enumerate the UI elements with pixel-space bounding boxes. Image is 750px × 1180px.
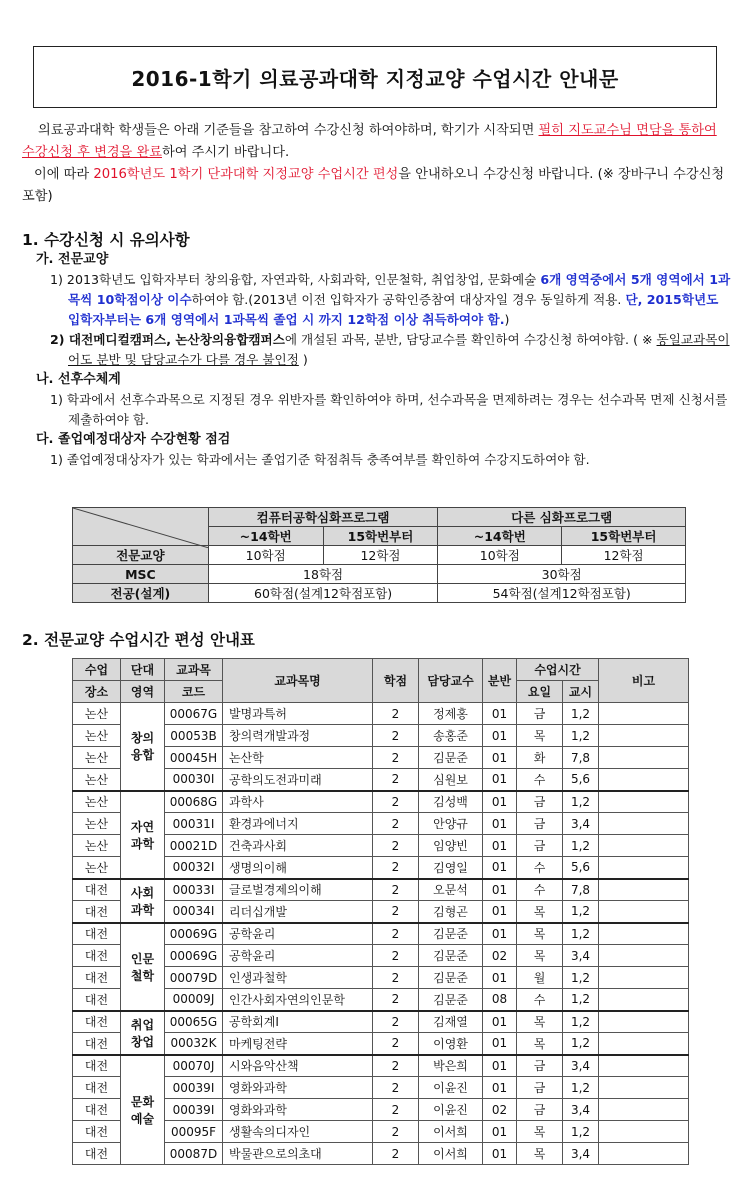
section-cell: 01 [483, 725, 517, 747]
place-cell: 논산 [73, 725, 121, 747]
professor-cell: 심원보 [419, 769, 483, 791]
professor-cell: 이서희 [419, 1143, 483, 1165]
header-place-2: 장소 [73, 681, 121, 703]
course-name-cell: 창의력개발과정 [223, 725, 373, 747]
credit-cell: 2 [373, 901, 419, 923]
professor-cell: 이서희 [419, 1121, 483, 1143]
day-cell: 목 [517, 901, 563, 923]
period-cell: 3,4 [563, 945, 599, 967]
note-cell [599, 879, 689, 901]
credit-cell: 2 [373, 769, 419, 791]
note-cell [599, 1121, 689, 1143]
area-cell [121, 1055, 165, 1165]
intro [22, 120, 728, 208]
area-cell [121, 879, 165, 923]
credit-cell: 2 [373, 857, 419, 879]
note-cell [599, 725, 689, 747]
code-cell: 00039I [165, 1077, 223, 1099]
table-row [73, 879, 689, 901]
professor-cell: 김형곤 [419, 901, 483, 923]
intro-text: 이에 따라 [34, 167, 94, 182]
day-cell: 수 [517, 989, 563, 1011]
intro-paragraph-1 [22, 120, 728, 164]
period-cell: 1,2 [563, 1011, 599, 1033]
place-cell: 대전 [73, 879, 121, 901]
note-cell [599, 967, 689, 989]
header-code-1: 교과목 [165, 659, 223, 681]
subsection-ga: 가. 전문교양 [36, 252, 109, 267]
table-row [73, 901, 689, 923]
period-cell: 5,6 [563, 769, 599, 791]
section-cell: 01 [483, 901, 517, 923]
course-name-cell: 공학윤리 [223, 923, 373, 945]
code-cell: 00033I [165, 879, 223, 901]
day-cell: 목 [517, 923, 563, 945]
section-cell: 01 [483, 967, 517, 989]
schedule-body [73, 703, 689, 1165]
course-name-cell: 시와음악산책 [223, 1055, 373, 1077]
note-cell [599, 791, 689, 813]
day-cell: 목 [517, 1143, 563, 1165]
note-cell [599, 813, 689, 835]
header-prof: 담당교수 [419, 659, 483, 703]
note-cell [599, 835, 689, 857]
section-cell: 01 [483, 1077, 517, 1099]
period-cell: 5,6 [563, 857, 599, 879]
period-cell: 1,2 [563, 1077, 599, 1099]
area-line-1: 문화 [130, 1094, 155, 1109]
place-cell: 논산 [73, 747, 121, 769]
professor-cell: 이영환 [419, 1033, 483, 1055]
place-cell: 논산 [73, 791, 121, 813]
professor-cell: 이윤진 [419, 1099, 483, 1121]
day-cell: 금 [517, 1077, 563, 1099]
code-cell: 00053B [165, 725, 223, 747]
header-area-1: 단대 [121, 659, 165, 681]
day-cell: 월 [517, 967, 563, 989]
credit-cell: 12학점 [562, 546, 686, 565]
period-cell: 3,4 [563, 1055, 599, 1077]
code-cell: 00087D [165, 1143, 223, 1165]
place-cell: 대전 [73, 1099, 121, 1121]
code-cell: 00021D [165, 835, 223, 857]
table-row [73, 813, 689, 835]
bold-text: 2) 대전메디컬캠퍼스, 논산창의융합캠퍼스 [50, 332, 285, 347]
course-name-cell: 글로벌경제의이해 [223, 879, 373, 901]
day-cell: 금 [517, 791, 563, 813]
text: 하여야 함.(2013년 이전 입학자가 공학인증참여 대상자일 경우 동일하게 적용. [191, 292, 626, 307]
subsection-da: 다. 졸업예정대상자 수강현황 점검 [36, 432, 231, 447]
area-line-2: 철학 [130, 968, 155, 983]
place-cell: 대전 [73, 1011, 121, 1033]
header-area-2: 영역 [121, 681, 165, 703]
area-line-2: 창업 [130, 1034, 155, 1049]
place-cell: 대전 [73, 1077, 121, 1099]
area-line-2: 과학 [130, 902, 155, 917]
place-cell: 대전 [73, 945, 121, 967]
da-item-1: 1) 졸업예정대상자가 있는 학과에서는 졸업기준 학점취득 충족여부를 확인하여 수강지도하여야 함. [50, 452, 590, 467]
day-cell: 목 [517, 945, 563, 967]
day-cell: 금 [517, 1055, 563, 1077]
course-name-cell: 영화와과학 [223, 1077, 373, 1099]
place-cell: 논산 [73, 857, 121, 879]
professor-cell: 박은희 [419, 1055, 483, 1077]
course-name-cell: 발명과특허 [223, 703, 373, 725]
section-cell: 01 [483, 1121, 517, 1143]
area-line-2: 과학 [130, 836, 155, 851]
period-cell: 1,2 [563, 923, 599, 945]
diagonal-header-cell [73, 508, 209, 546]
place-cell: 대전 [73, 1033, 121, 1055]
section-cell: 01 [483, 857, 517, 879]
row-label: 전문교양 [73, 546, 209, 565]
note-cell [599, 945, 689, 967]
title-box [33, 46, 717, 108]
header-period: 교시 [563, 681, 599, 703]
page-title: 2016-1학기 의료공과대학 지정교양 수업시간 안내문 [131, 66, 619, 91]
period-cell: 3,4 [563, 1099, 599, 1121]
credit-cell: 2 [373, 747, 419, 769]
course-name-cell: 마케팅전략 [223, 1033, 373, 1055]
code-cell: 00068G [165, 791, 223, 813]
note-cell [599, 923, 689, 945]
table-row [73, 857, 689, 879]
credit-table [72, 507, 686, 603]
day-cell: 수 [517, 769, 563, 791]
table-row [73, 791, 689, 813]
place-cell: 대전 [73, 1055, 121, 1077]
credit-cell: 2 [373, 791, 419, 813]
credit-cell: 12학점 [323, 546, 438, 565]
section-cell: 01 [483, 923, 517, 945]
highlight: 단, 2015학년도 입학자부터는 6개 영역에서 1과목씩 졸업 시 까지 12학점 이상 취득하여야 함. [68, 292, 719, 327]
table-row [73, 835, 689, 857]
code-cell: 00070J [165, 1055, 223, 1077]
table-row [73, 967, 689, 989]
course-name-cell: 건축과사회 [223, 835, 373, 857]
table-row [73, 1099, 689, 1121]
course-name-cell: 생활속의디자인 [223, 1121, 373, 1143]
table-row [73, 923, 689, 945]
code-cell: 00039I [165, 1099, 223, 1121]
professor-cell: 김재열 [419, 1011, 483, 1033]
sub-header: 15학번부터 [323, 527, 438, 546]
table-row [73, 725, 689, 747]
section-cell: 01 [483, 1143, 517, 1165]
course-name-cell: 과학사 [223, 791, 373, 813]
code-cell: 00079D [165, 967, 223, 989]
credit-cell: 10학점 [208, 546, 323, 565]
code-cell: 00032K [165, 1033, 223, 1055]
intro-text: 을 안내하오니 수강신청 바랍니다. (※ 장바구니 수강신청 포함) [22, 167, 725, 204]
code-cell: 00032I [165, 857, 223, 879]
day-cell: 금 [517, 703, 563, 725]
code-cell: 00067G [165, 703, 223, 725]
place-cell: 대전 [73, 923, 121, 945]
section-cell: 08 [483, 989, 517, 1011]
note-cell [599, 1011, 689, 1033]
period-cell: 1,2 [563, 725, 599, 747]
day-cell: 금 [517, 835, 563, 857]
na-item-1: 1) 학과에서 선후수과목으로 지정된 경우 위반자를 확인하여야 하며, 선수과목을 면제하려는 경우는 선수과목 면제 신청서를 제출하여야 함. [50, 392, 728, 427]
header-section: 분반 [483, 659, 517, 703]
course-name-cell: 논산학 [223, 747, 373, 769]
day-cell: 목 [517, 1033, 563, 1055]
period-cell: 7,8 [563, 879, 599, 901]
area-line-1: 사회 [130, 885, 155, 900]
area-line-1: 취업 [130, 1017, 155, 1032]
day-cell: 금 [517, 813, 563, 835]
course-name-cell: 영화와과학 [223, 1099, 373, 1121]
section-cell: 01 [483, 747, 517, 769]
table-row [73, 747, 689, 769]
credit-cell: 2 [373, 967, 419, 989]
intro-paragraph-2 [22, 164, 728, 208]
diagonal-line [73, 508, 209, 548]
section-cell: 01 [483, 703, 517, 725]
credit-cell: 2 [373, 835, 419, 857]
text: 에 개설된 과목, 분반, 담당교수를 확인하여 수강신청 하여야함. ( ※ [284, 332, 657, 347]
schedule-table [72, 658, 689, 1165]
area-cell [121, 703, 165, 791]
credit-cell: 2 [373, 703, 419, 725]
header-code-2: 코드 [165, 681, 223, 703]
professor-cell: 김문준 [419, 923, 483, 945]
place-cell: 대전 [73, 1121, 121, 1143]
period-cell: 1,2 [563, 835, 599, 857]
course-name-cell: 공학회계Ⅰ [223, 1011, 373, 1033]
note-cell [599, 703, 689, 725]
sub-header: 15학번부터 [562, 527, 686, 546]
place-cell: 논산 [73, 703, 121, 725]
section-1 [22, 230, 732, 470]
code-cell: 00095F [165, 1121, 223, 1143]
note-cell [599, 1099, 689, 1121]
table-row [73, 1055, 689, 1077]
text: 1) 2013학년도 입학자부터 창의융합, 자연과학, 사회과학, 인문철학, 취업창업, 문화예술 [50, 272, 541, 287]
table-row [73, 1077, 689, 1099]
place-cell: 대전 [73, 1143, 121, 1165]
note-cell [599, 769, 689, 791]
code-cell: 00045H [165, 747, 223, 769]
credit-cell: 2 [373, 1011, 419, 1033]
note-cell [599, 1143, 689, 1165]
period-cell: 7,8 [563, 747, 599, 769]
credit-cell: 54학점(설계12학점포함) [438, 584, 686, 603]
period-cell: 1,2 [563, 703, 599, 725]
professor-cell: 이윤진 [419, 1077, 483, 1099]
credit-cell: 2 [373, 1055, 419, 1077]
period-cell: 1,2 [563, 967, 599, 989]
sub-header: ~14학번 [208, 527, 323, 546]
area-line-2: 예술 [130, 1111, 155, 1126]
course-name-cell: 공학윤리 [223, 945, 373, 967]
credit-cell: 60학점(설계12학점포함) [208, 584, 438, 603]
table-row [73, 703, 689, 725]
credit-cell: 10학점 [438, 546, 562, 565]
code-cell: 00030I [165, 769, 223, 791]
code-cell: 00069G [165, 923, 223, 945]
code-cell: 00069G [165, 945, 223, 967]
course-name-cell: 생명의이해 [223, 857, 373, 879]
table-row [73, 989, 689, 1011]
table-row [73, 1121, 689, 1143]
section-cell: 01 [483, 769, 517, 791]
credit-cell: 30학점 [438, 565, 686, 584]
ga-item-1 [50, 270, 732, 330]
course-name-cell: 리더십개발 [223, 901, 373, 923]
credit-cell: 2 [373, 923, 419, 945]
credit-cell: 2 [373, 1143, 419, 1165]
credit-cell: 2 [373, 1099, 419, 1121]
section-cell: 01 [483, 813, 517, 835]
section-2-heading: 2. 전문교양 수업시간 편성 안내표 [22, 631, 255, 649]
header-time: 수업시간 [517, 659, 599, 681]
header-place-1: 수업 [73, 659, 121, 681]
day-cell: 목 [517, 725, 563, 747]
note-cell [599, 747, 689, 769]
professor-cell: 송홍준 [419, 725, 483, 747]
place-cell: 대전 [73, 967, 121, 989]
professor-cell: 김문준 [419, 747, 483, 769]
course-name-cell: 환경과에너지 [223, 813, 373, 835]
header-name: 교과목명 [223, 659, 373, 703]
day-cell: 수 [517, 857, 563, 879]
day-cell: 수 [517, 879, 563, 901]
highlight: 6개 영역중에서 5개 영역에서 1과목씩 10학점이상 이수 [68, 272, 731, 307]
credit-cell: 2 [373, 813, 419, 835]
period-cell: 3,4 [563, 813, 599, 835]
underlined-text: 동일교과목이어도 분반 및 담당교수가 다를 경우 불인정 [68, 332, 730, 367]
subsection-na: 나. 선후수체계 [36, 372, 121, 387]
section-cell: 01 [483, 879, 517, 901]
course-name-cell: 인간사회자연의인문학 [223, 989, 373, 1011]
professor-cell: 김문준 [419, 989, 483, 1011]
period-cell: 1,2 [563, 1121, 599, 1143]
professor-cell: 김문준 [419, 945, 483, 967]
intro-highlight: 2016학년도 1학기 단과대학 지정교양 수업시간 편성 [93, 167, 399, 182]
code-cell: 00034I [165, 901, 223, 923]
day-cell: 목 [517, 1121, 563, 1143]
day-cell: 화 [517, 747, 563, 769]
intro-text: 의료공과대학 학생들은 아래 기준들을 참고하여 수강신청 하여야하며, 학기가 시작되면 [38, 123, 539, 138]
credit-cell: 2 [373, 1033, 419, 1055]
area-line-2: 융합 [130, 748, 155, 763]
credit-cell: 2 [373, 1121, 419, 1143]
code-cell: 00065G [165, 1011, 223, 1033]
table-row [73, 769, 689, 791]
place-cell: 대전 [73, 989, 121, 1011]
group-header: 컴퓨터공학심화프로그램 [208, 508, 438, 527]
credit-cell: 2 [373, 1077, 419, 1099]
note-cell [599, 989, 689, 1011]
area-line-1: 자연 [130, 819, 155, 834]
table-row [73, 1033, 689, 1055]
note-cell [599, 1055, 689, 1077]
period-cell: 1,2 [563, 791, 599, 813]
note-cell [599, 1077, 689, 1099]
professor-cell: 김성백 [419, 791, 483, 813]
course-name-cell: 공학의도전과미래 [223, 769, 373, 791]
note-cell [599, 901, 689, 923]
text: ) [504, 312, 510, 327]
table-row [73, 1143, 689, 1165]
intro-highlight: 필히 지도교수님 면담을 통하여 수강신청 후 변경을 완료 [22, 123, 717, 160]
place-cell: 논산 [73, 813, 121, 835]
note-cell [599, 1033, 689, 1055]
area-line-1: 인문 [130, 951, 155, 966]
section-cell: 02 [483, 1099, 517, 1121]
credit-cell: 2 [373, 725, 419, 747]
area-cell [121, 791, 165, 879]
code-cell: 00009J [165, 989, 223, 1011]
period-cell: 1,2 [563, 901, 599, 923]
table-row [73, 1011, 689, 1033]
area-line-1: 창의 [130, 731, 155, 746]
section-cell: 01 [483, 835, 517, 857]
place-cell: 논산 [73, 835, 121, 857]
section-cell: 01 [483, 1055, 517, 1077]
day-cell: 목 [517, 1011, 563, 1033]
ga-item-2 [50, 330, 732, 370]
group-header: 다른 심화프로그램 [438, 508, 686, 527]
place-cell: 대전 [73, 901, 121, 923]
credit-cell: 2 [373, 879, 419, 901]
table-row [73, 945, 689, 967]
code-cell: 00031I [165, 813, 223, 835]
area-cell [121, 1011, 165, 1055]
section-cell: 01 [483, 791, 517, 813]
course-name-cell: 박물관으로의초대 [223, 1143, 373, 1165]
intro-text: 하여 주시기 바랍니다. [161, 145, 290, 160]
period-cell: 1,2 [563, 1033, 599, 1055]
credit-cell: 2 [373, 989, 419, 1011]
section-1-heading: 1. 수강신청 시 유의사항 [22, 231, 190, 249]
course-name-cell: 인생과철학 [223, 967, 373, 989]
day-cell: 금 [517, 1099, 563, 1121]
text: ) [298, 352, 308, 367]
note-cell [599, 857, 689, 879]
row-label: 전공(설계) [73, 584, 209, 603]
section-cell: 01 [483, 1033, 517, 1055]
professor-cell: 김영일 [419, 857, 483, 879]
period-cell: 3,4 [563, 1143, 599, 1165]
professor-cell: 김문준 [419, 967, 483, 989]
credit-cell: 2 [373, 945, 419, 967]
professor-cell: 정제홍 [419, 703, 483, 725]
header-credit: 학점 [373, 659, 419, 703]
area-cell [121, 923, 165, 1011]
professor-cell: 임양빈 [419, 835, 483, 857]
professor-cell: 안양규 [419, 813, 483, 835]
header-day: 요일 [517, 681, 563, 703]
period-cell: 1,2 [563, 989, 599, 1011]
header-note: 비고 [599, 659, 689, 703]
sub-header: ~14학번 [438, 527, 562, 546]
credit-cell: 18학점 [208, 565, 438, 584]
row-label: MSC [73, 565, 209, 584]
section-cell: 02 [483, 945, 517, 967]
professor-cell: 오문석 [419, 879, 483, 901]
place-cell: 논산 [73, 769, 121, 791]
section-cell: 01 [483, 1011, 517, 1033]
